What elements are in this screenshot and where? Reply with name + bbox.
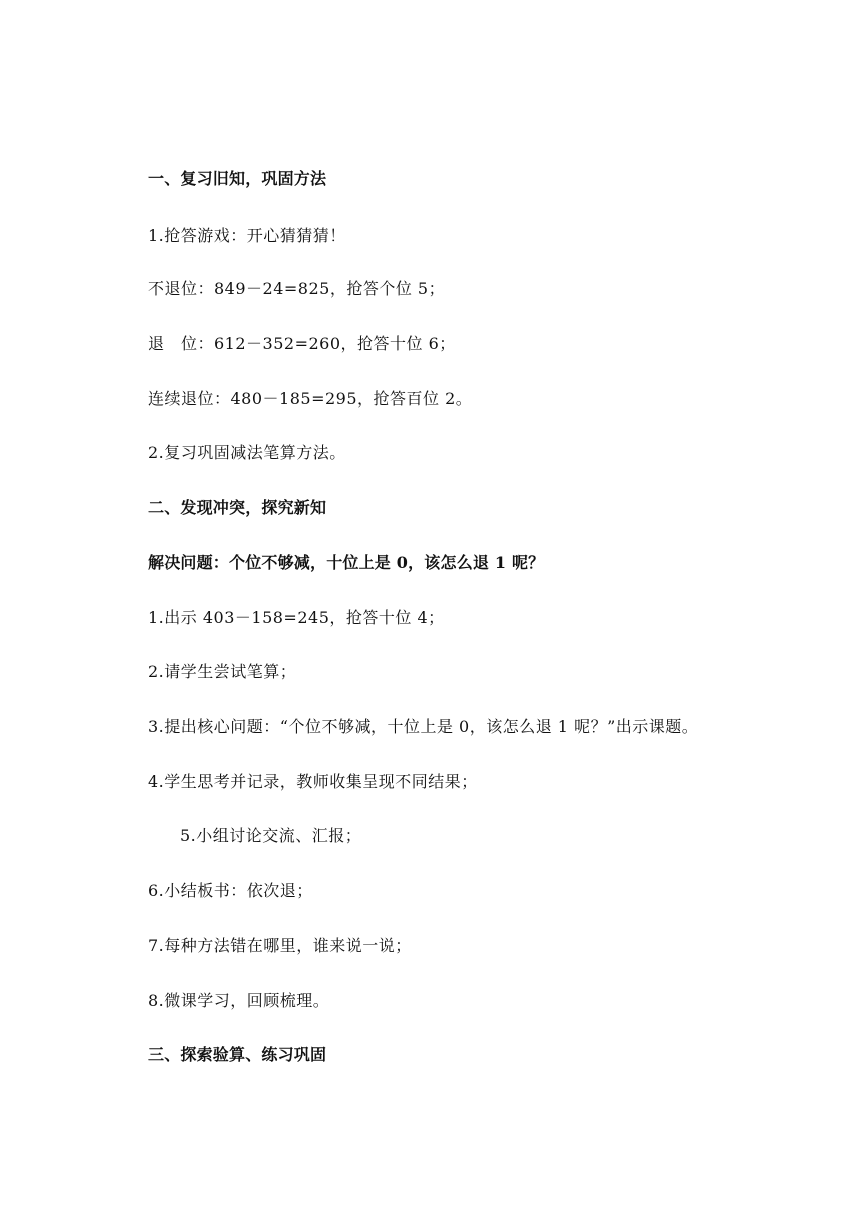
section2-subheading: 解决问题：个位不够减，十位上是 0，该怎么退 1 呢？ [148, 553, 545, 572]
section2-item-2: 2.请学生尝试笔算； [148, 662, 297, 681]
section1-item-5: 2.复习巩固减法笔算方法。 [148, 443, 346, 462]
section2-item-1: 1.出示 403－158=245，抢答十位 4； [148, 608, 445, 627]
section2-item-6: 6.小结板书：依次退； [148, 881, 313, 900]
section1-item-2: 不退位：849－24=825，抢答个位 5； [148, 279, 446, 298]
section2-heading: 二、发现冲突，探究新知 [148, 498, 327, 517]
section1-item-4: 连续退位：480－185=295，抢答百位 2。 [148, 389, 473, 408]
section2-item-8: 8.微课学习，回顾梳理。 [148, 991, 330, 1010]
section1-item-3: 退 位：612－352=260，抢答十位 6； [148, 334, 456, 353]
section2-item-5: 5.小组讨论交流、汇报； [180, 826, 362, 845]
section1-item-1: 1.抢答游戏：开心猜猜猜！ [148, 226, 346, 245]
section3-heading: 三、探索验算、练习巩固 [148, 1045, 327, 1064]
section2-item-4: 4.学生思考并记录，教师收集呈现不同结果； [148, 772, 478, 791]
section2-item-3: 3.提出核心问题：“个位不够减，十位上是 0，该怎么退 1 呢？”出示课题。 [148, 717, 699, 736]
section1-heading: 一、复习旧知，巩固方法 [148, 169, 327, 188]
section2-item-7: 7.每种方法错在哪里，谁来说一说； [148, 936, 412, 955]
